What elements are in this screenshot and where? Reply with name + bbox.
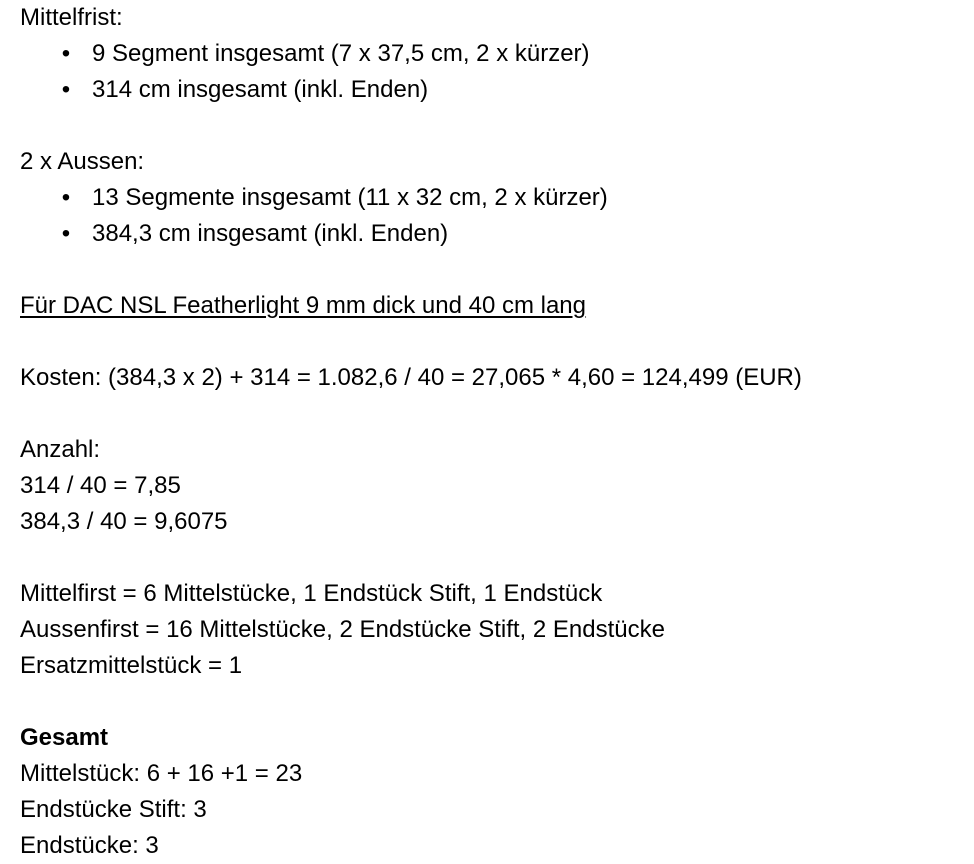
list-item (20, 180, 960, 216)
bullet-icon: • (61, 76, 71, 103)
aussen-list (20, 180, 960, 252)
spacer (20, 324, 960, 360)
first-line: Ersatzmittelstück = 1 (20, 652, 243, 679)
bullet-icon: • (61, 184, 71, 211)
document-page (20, 0, 960, 864)
product-note: Für DAC NSL Featherlight 9 mm dick und 40 cm lang (20, 292, 587, 319)
list-item-text: 384,3 cm insgesamt (inkl. Enden) (92, 220, 449, 247)
bullet-icon: • (61, 220, 71, 247)
gesamt-heading: Gesamt (20, 724, 109, 751)
anzahl-heading: Anzahl: (20, 436, 101, 463)
anzahl-line: 314 / 40 = 7,85 (20, 472, 181, 499)
anzahl-line: 384,3 / 40 = 9,6075 (20, 508, 228, 535)
spacer (20, 684, 960, 720)
first-line: Mittelfirst = 6 Mittelstücke, 1 Endstück Stift, 1 Endstück (20, 580, 603, 607)
mittelfrist-heading: Mittelfrist: (20, 4, 123, 31)
mittelfrist-list (20, 36, 960, 108)
spacer (20, 252, 960, 288)
list-item (20, 216, 960, 252)
list-item (20, 36, 960, 72)
first-line: Aussenfirst = 16 Mittelstücke, 2 Endstücke Stift, 2 Endstücke (20, 616, 665, 643)
list-item-text: 314 cm insgesamt (inkl. Enden) (92, 76, 429, 103)
gesamt-line: Endstücke Stift: 3 (20, 796, 207, 823)
product-note-line (20, 288, 960, 324)
list-item (20, 72, 960, 108)
aussen-heading: 2 x Aussen: (20, 148, 145, 175)
kosten-line: Kosten: (384,3 x 2) + 314 = 1.082,6 / 40 = 27,065 * 4,60 = 124,499 (EUR) (20, 364, 802, 391)
spacer (20, 540, 960, 576)
spacer (20, 396, 960, 432)
list-item-text: 13 Segmente insgesamt (11 x 32 cm, 2 x kürzer) (92, 184, 608, 211)
gesamt-line: Endstücke: 3 (20, 832, 159, 859)
list-item-text: 9 Segment insgesamt (7 x 37,5 cm, 2 x kürzer) (92, 40, 590, 67)
bullet-icon: • (61, 40, 71, 67)
gesamt-line: Mittelstück: 6 + 16 +1 = 23 (20, 760, 303, 787)
spacer (20, 108, 960, 144)
